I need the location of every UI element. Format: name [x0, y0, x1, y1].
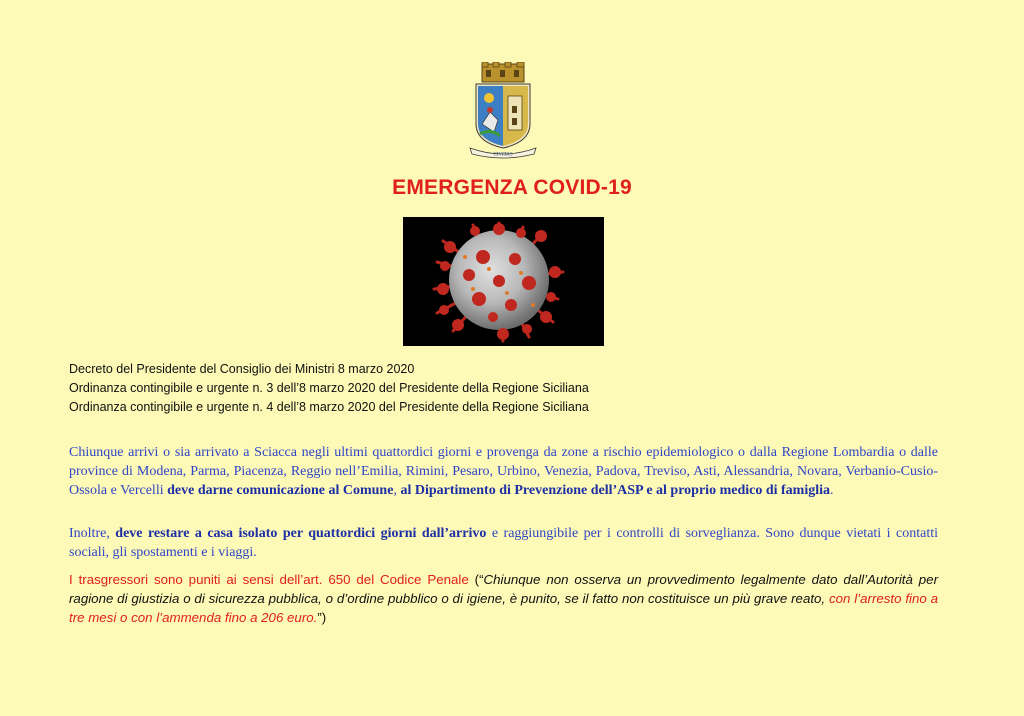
decree-line: Ordinanza contingibile e urgente n. 4 dell’8 marzo 2020 del Presidente della Regione Siciliana	[69, 400, 589, 414]
bold-instruction: al Dipartimento di Prevenzione dell’ASP e al proprio medico di famiglia	[400, 483, 831, 498]
notice-paragraph-penalties	[69, 570, 938, 627]
crest-banner-text: CIVITAS	[493, 152, 513, 158]
city-crest-logo	[468, 62, 538, 160]
text-segment: ”)	[317, 610, 327, 625]
text-segment: Chiunque arrivi o sia arrivato a Sciacca negli ultimi quattordici giorni e provenga da zone a rischio epidemiologico o dalla Regione Lombardia o dalle province di Modena, Parma, Piacenza, Reggio nell’Emilia, Rimini, Pesaro, Urbino, Venezia, Padova, Treviso, Asti, Alessandria, Novara, Verbanio-Cusio-Ossola e Vercelli	[69, 445, 938, 498]
penal-code-quote: Chiunque non osserva un provvedimento legalmente dato dall’Autorità per ragione di giustizia o di sicurezza pubblica, o d’ordine pubblico o di igiene, è punito, se il fatto non costituisce un più grave reato,	[69, 572, 939, 606]
decree-line: Ordinanza contingibile e urgente n. 3 dell’8 marzo 2020 del Presidente della Regione Siciliana	[69, 381, 589, 395]
decree-references	[69, 360, 949, 417]
text-segment: .	[830, 483, 834, 498]
text-segment: e raggiungibile per i controlli di sorveglianza. Sono dunque vietati i contatti sociali, gli spostamenti e i viaggi.	[69, 526, 938, 560]
text-segment: (“	[468, 572, 484, 587]
coronavirus-image	[403, 217, 604, 346]
notice-paragraph-isolation	[69, 524, 938, 562]
notice-paragraph-arrivals	[69, 443, 938, 500]
bold-instruction: deve darne comunicazione al Comune	[167, 483, 394, 498]
penalty-heading: I trasgressori sono puniti ai sensi dell’art. 650 del Codice Penale	[69, 572, 469, 587]
text-segment: Inoltre,	[69, 526, 116, 541]
decree-line: Decreto del Presidente del Consiglio dei Ministri 8 marzo 2020	[69, 362, 415, 376]
bold-instruction: deve restare a casa isolato per quattordici giorni dall’arrivo	[115, 526, 487, 541]
text-segment: ,	[393, 483, 401, 498]
penalty-amount: con l’arresto fino a tre mesi o con l’ammenda fino a 206 euro.	[69, 591, 938, 625]
page-title: EMERGENZA COVID-19	[392, 176, 632, 199]
